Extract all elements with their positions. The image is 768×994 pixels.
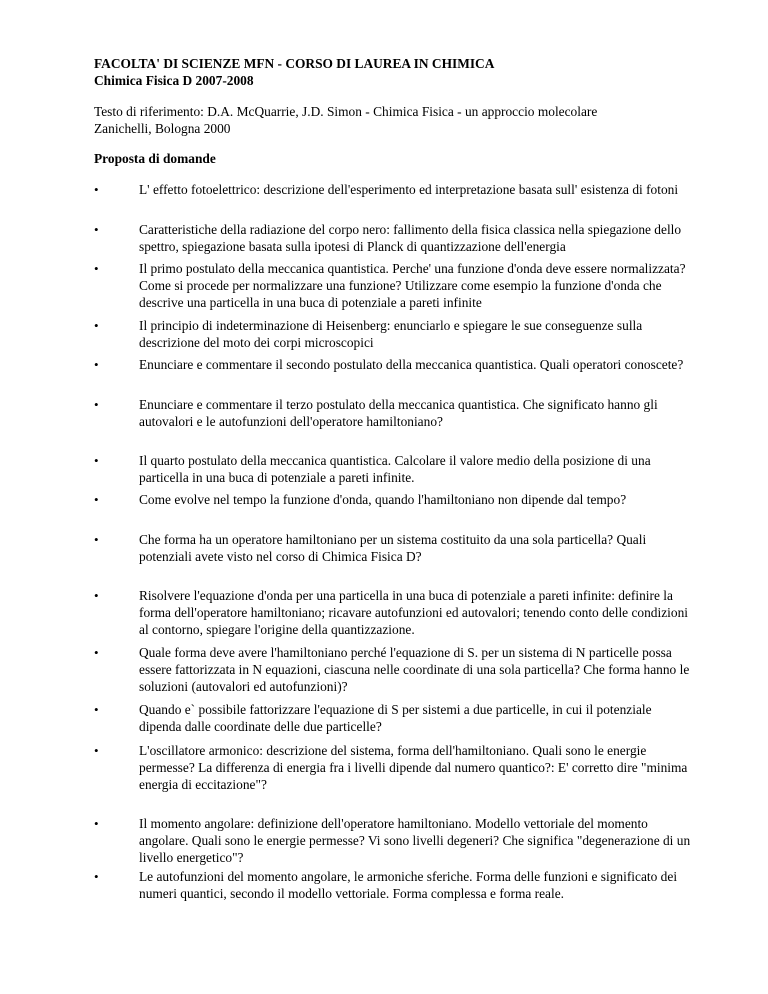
question-line: Che forma ha un operatore hamiltoniano per un sistema costituito da una sola particella? Quali xyxy=(139,532,647,547)
reference-text xyxy=(94,103,597,137)
bullet-icon: • xyxy=(94,357,99,372)
question-text xyxy=(139,644,690,695)
bullet-icon: • xyxy=(94,869,99,884)
bullet-icon: • xyxy=(94,222,99,237)
question-line: L' effetto fotoelettrico: descrizione dell'esperimento ed interpretazione basata sull' esistenza di fotoni xyxy=(139,182,679,197)
question-text xyxy=(139,181,684,198)
bullet-icon: • xyxy=(94,532,99,547)
question-line: soluzioni (autovalori ed autofunzioni)? xyxy=(139,679,348,694)
reference-line-2: Zanichelli, Bologna 2000 xyxy=(94,121,231,136)
question-line: Il principio di indeterminazione di Heisenberg: enunciarlo e spiegare le sue conseguenze sulla xyxy=(139,318,643,333)
question-line: numeri quantici, secondo il modello vettoriale. Forma complessa e forma reale. xyxy=(139,886,565,901)
question-text xyxy=(139,491,684,508)
bullet-icon: • xyxy=(94,743,99,758)
question-text xyxy=(139,587,688,638)
question-text xyxy=(139,396,684,430)
question-line: particella in una buca di potenziale a pareti infinite. xyxy=(139,470,415,485)
question-line: Come si procede per normalizzare una funzione? Utilizzare come esempio la funzione d'onda che xyxy=(139,278,662,293)
question-line: dipenda dalle coordinate delle due particelle? xyxy=(139,719,382,734)
question-text xyxy=(139,701,684,735)
question-line: Enunciare e commentare il secondo postulato della meccanica quantistica. Quali operatori conoscete? xyxy=(139,357,684,372)
question-text xyxy=(139,452,684,486)
question-line: spettro, spiegazione basata sulla ipotesi di Planck di quantizzazione dell'energia xyxy=(139,239,566,254)
bullet-icon: • xyxy=(94,318,99,333)
question-line: Il quarto postulato della meccanica quantistica. Calcolare il valore medio della posizione di una xyxy=(139,453,651,468)
question-line: Quando e` possibile fattorizzare l'equazione di S per sistemi a due particelle, in cui il potenziale xyxy=(139,702,652,717)
question-line: Caratteristiche della radiazione del corpo nero: fallimento della fisica classica nella spiegazione dello xyxy=(139,222,682,237)
question-line: L'oscillatore armonico: descrizione del sistema, forma dell'hamiltoniano. Quali sono le energie xyxy=(139,743,647,758)
question-line: forma dell'operatore hamiltoniano; ricavare autofunzioni ed autovalori; tenendo conto delle condizioni xyxy=(139,605,688,620)
question-text xyxy=(139,317,684,351)
bullet-icon: • xyxy=(94,397,99,412)
question-line: descrive una particella in una buca di potenziale a pareti infinite xyxy=(139,295,482,310)
bullet-icon: • xyxy=(94,492,99,507)
question-text xyxy=(139,868,684,902)
question-line: Quale forma deve avere l'hamiltoniano perché l'equazione di S. per un sistema di N particelle possa xyxy=(139,645,672,660)
bullet-icon: • xyxy=(94,182,99,197)
faculty-title: FACOLTA' DI SCIENZE MFN - CORSO DI LAUREA IN CHIMICA xyxy=(94,56,495,71)
question-line: angolare. Quali sono le energie permesse? Vi sono livelli degeneri? Che significa "degenerazione di un xyxy=(139,833,691,848)
bullet-icon: • xyxy=(94,645,99,660)
question-line: essere fattorizzata in N equazioni, ciascuna nelle coordinate di una sola particella? Che forma hanno le xyxy=(139,662,690,677)
bullet-icon: • xyxy=(94,261,99,276)
question-line: permesse? La differenza di energia fra i livelli dipende dal numero quantico?: E' corretto dire "minima xyxy=(139,760,688,775)
question-line: Le autofunzioni del momento angolare, le armoniche sferiche. Forma delle funzioni e significato dei xyxy=(139,869,678,884)
bullet-icon: • xyxy=(94,816,99,831)
question-text xyxy=(139,356,684,373)
question-text xyxy=(139,742,688,793)
question-text xyxy=(139,815,691,866)
question-line: livello energetico"? xyxy=(139,850,244,865)
document-header xyxy=(94,55,494,89)
question-line: Il primo postulato della meccanica quantistica. Perche' una funzione d'onda deve essere normalizzata? xyxy=(139,261,686,276)
bullet-icon: • xyxy=(94,702,99,717)
question-line: energia di eccitazione"? xyxy=(139,777,267,792)
question-line: Risolvere l'equazione d'onda per una particella in una buca di potenziale a pareti infinite: definire la xyxy=(139,588,673,603)
question-line: Come evolve nel tempo la funzione d'onda, quando l'hamiltoniano non dipende dal tempo? xyxy=(139,492,627,507)
question-text xyxy=(139,260,684,311)
bullet-icon: • xyxy=(94,588,99,603)
question-line: descrizione del moto dei corpi microscopici xyxy=(139,335,374,350)
question-line: Enunciare e commentare il terzo postulato della meccanica quantistica. Che significato hanno gli xyxy=(139,397,658,412)
section-title: Proposta di domande xyxy=(94,151,216,166)
question-line: potenziali avete visto nel corso di Chimica Fisica D? xyxy=(139,549,422,564)
reference-line-1: Testo di riferimento: D.A. McQuarrie, J.D. Simon - Chimica Fisica - un approccio molecolare xyxy=(94,104,598,119)
question-line: al contorno, spiegare l'origine della quantizzazione. xyxy=(139,622,415,637)
question-text xyxy=(139,221,684,255)
bullet-icon: • xyxy=(94,453,99,468)
course-title: Chimica Fisica D 2007-2008 xyxy=(94,73,254,88)
question-line: autovalori e le autofunzioni dell'operatore hamiltoniano? xyxy=(139,414,443,429)
question-text xyxy=(139,531,684,565)
question-line: Il momento angolare: definizione dell'operatore hamiltoniano. Modello vettoriale del momento xyxy=(139,816,648,831)
